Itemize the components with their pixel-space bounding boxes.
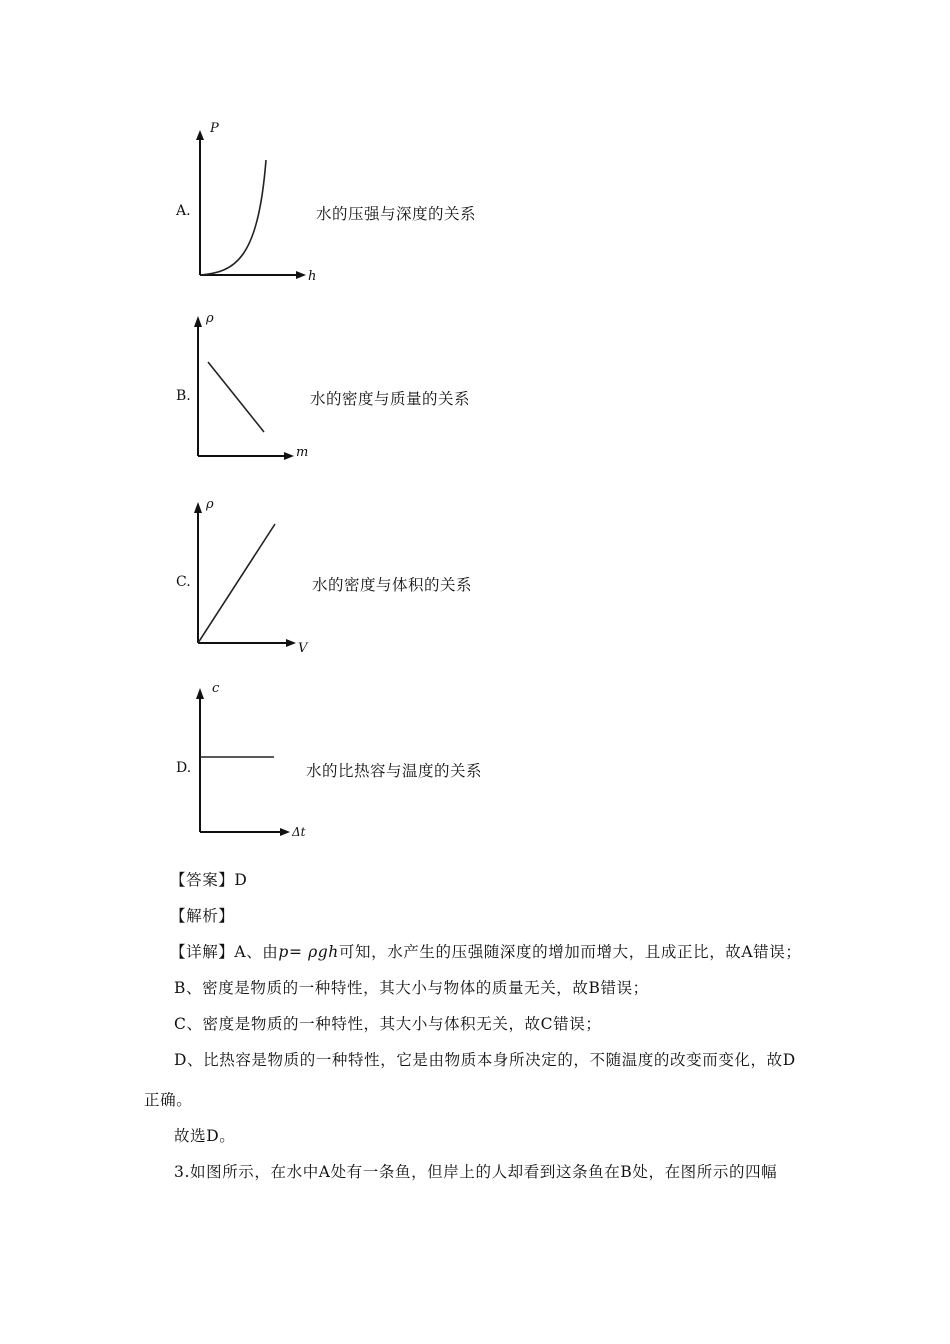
y-axis-label: c bbox=[212, 681, 220, 696]
formula-eq: = bbox=[288, 943, 309, 961]
answer-label: 【答案】 bbox=[170, 871, 235, 889]
detail-line-4: D、比热容是物质的一种特性，它是由物质本身所决定的，不随温度的改变而变化，故D bbox=[174, 1051, 796, 1069]
pressure-depth-curve bbox=[200, 160, 266, 275]
option-d-text: 水的比热容与温度的关系 bbox=[306, 762, 483, 780]
analysis-label: 【解析】 bbox=[170, 907, 235, 925]
answer-line bbox=[170, 868, 247, 890]
answer-value: D bbox=[234, 871, 248, 889]
formula-gh: gh bbox=[317, 943, 339, 961]
option-c-text: 水的密度与体积的关系 bbox=[312, 576, 473, 594]
detail-line-3: C、密度是物质的一种特性，其大小与体积无关，故C错误； bbox=[174, 1015, 602, 1033]
y-axis-arrow bbox=[196, 130, 204, 140]
option-b-graph bbox=[188, 308, 318, 468]
option-c-graph bbox=[188, 492, 318, 657]
option-a-graph bbox=[190, 120, 320, 285]
y-axis-label: ρ bbox=[206, 497, 214, 512]
formula-rho: ρ bbox=[308, 943, 318, 961]
option-a-text: 水的压强与深度的关系 bbox=[316, 205, 477, 223]
option-c-letter: C. bbox=[176, 574, 191, 590]
question-3: 3.如图所示，在水中A处有一条鱼，但岸上的人却看到这条鱼在B处，在图所示的四幅 bbox=[174, 1163, 778, 1181]
detail-line-1 bbox=[170, 940, 802, 962]
formula-p: p bbox=[278, 943, 289, 961]
option-b-text: 水的密度与质量的关系 bbox=[310, 390, 471, 408]
y-axis-arrow bbox=[194, 316, 202, 327]
x-axis-arrow bbox=[280, 828, 290, 836]
density-volume-line bbox=[198, 524, 275, 643]
y-axis-label: P bbox=[210, 121, 219, 136]
detail-line-1-start: A、由 bbox=[234, 943, 279, 961]
x-axis-label: m bbox=[296, 445, 309, 460]
x-axis-arrow bbox=[284, 452, 294, 460]
option-b-letter: B. bbox=[176, 388, 191, 404]
option-a-letter: A. bbox=[176, 203, 191, 219]
detail-line-1-rest: 可知，水产生的压强随深度的增加而增大，且成正比，故A错误； bbox=[338, 943, 802, 961]
detail-label: 【详解】 bbox=[170, 943, 235, 961]
x-axis-label: Δt bbox=[292, 825, 306, 839]
option-d-letter: D. bbox=[176, 760, 192, 776]
option-d-graph bbox=[190, 678, 320, 843]
detail-line-6: 故选D。 bbox=[174, 1127, 236, 1145]
density-mass-line bbox=[208, 362, 264, 432]
detail-line-5: 正确。 bbox=[144, 1091, 193, 1109]
x-axis-arrow bbox=[286, 639, 296, 647]
y-axis-arrow bbox=[196, 688, 204, 699]
y-axis-arrow bbox=[194, 502, 202, 513]
x-axis-arrow bbox=[296, 271, 306, 279]
x-axis-label: V bbox=[298, 641, 308, 656]
y-axis-label: ρ bbox=[206, 311, 214, 326]
detail-line-2: B、密度是物质的一种特性，其大小与物体的质量无关，故B错误； bbox=[174, 979, 649, 997]
x-axis-label: h bbox=[308, 269, 317, 284]
